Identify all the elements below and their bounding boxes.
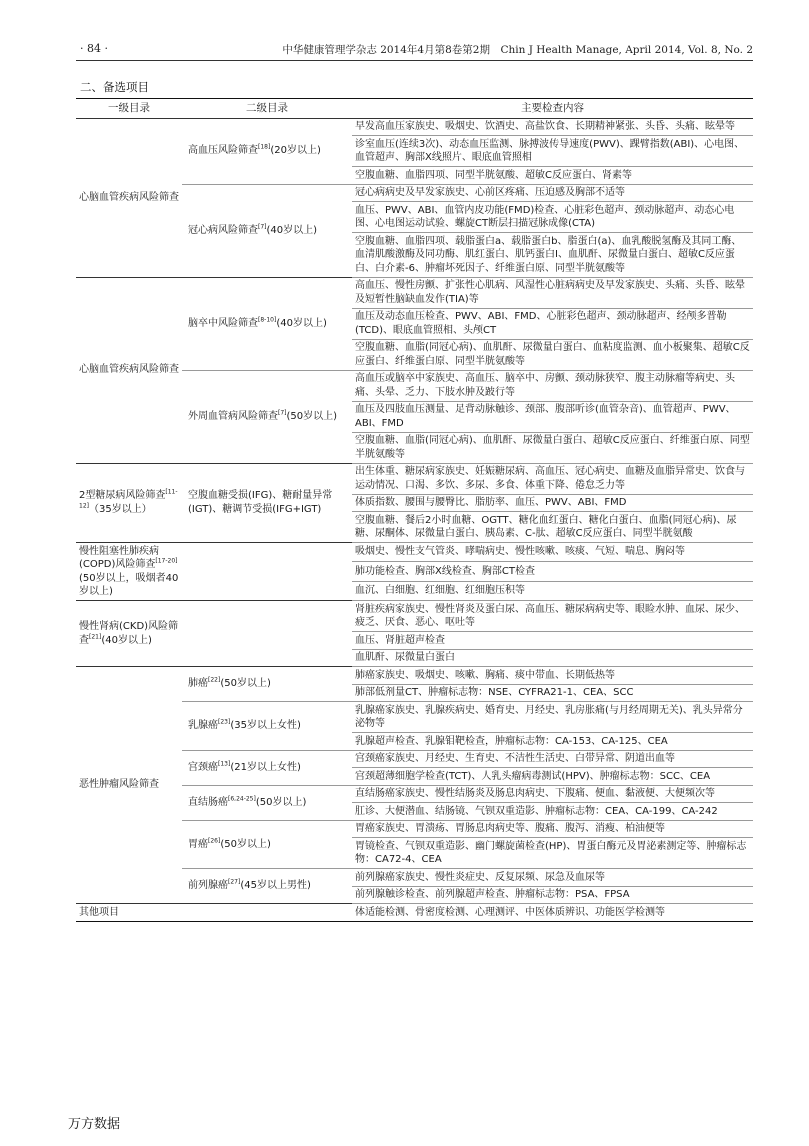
secondary-age-range: (50岁以上) bbox=[220, 678, 271, 690]
column-header-content: 主要检查内容 bbox=[521, 102, 584, 114]
secondary-age-range: (50岁以上) bbox=[255, 796, 307, 808]
secondary-age-range: (40岁以上) bbox=[276, 317, 327, 329]
secondary-category-label: 胃癌 bbox=[188, 838, 208, 850]
table-row bbox=[76, 118, 753, 136]
secondary-reference: [26] bbox=[208, 837, 221, 845]
table-header-row bbox=[76, 99, 753, 119]
primary-category-cell bbox=[76, 667, 182, 904]
secondary-category-cell bbox=[182, 820, 352, 869]
secondary-age-range: (50岁以上) bbox=[286, 410, 338, 422]
exam-content-cell: 空腹血糖、血脂(同冠心病)、血肌酐、尿微量白蛋白、血粘度监测、血小板聚集、超敏C反应蛋白、纤维蛋白原、同型半胱氨酸等 bbox=[352, 339, 753, 370]
primary-category-cell bbox=[76, 904, 182, 922]
secondary-category-cell bbox=[182, 543, 352, 601]
exam-content-cell: 体质指数、腰围与腰臀比、脂肪率、血压、PWV、ABI、FMD bbox=[352, 494, 753, 512]
primary-category-label: 2型糖尿病风险筛查 bbox=[79, 490, 166, 502]
exam-content-cell: 胃镜检查、气钡双重造影、幽门螺旋菌检查(HP)、胃蛋白酶元及胃泌素测定等、肿瘤标志物：CA72-4、CEA bbox=[352, 838, 753, 869]
exam-content-cell: 肺癌家族史、吸烟史、咳嗽、胸痛、痰中带血、长期低热等 bbox=[352, 667, 753, 685]
secondary-category-cell bbox=[182, 184, 352, 277]
primary-category-label: 慢性阻塞性肺疾病(COPD)风险筛查 bbox=[79, 545, 159, 570]
exam-content-cell: 乳腺癌家族史、乳腺疾病史、婚育史、月经史、乳房胀痛(与月经周期无关)、乳头异常分泌物等 bbox=[352, 702, 753, 733]
exam-content-cell: 冠心病病史及早发家族史、心前区疼痛、压迫感及胸部不适等 bbox=[352, 184, 753, 202]
exam-content-cell: 血压、肾脏超声检查 bbox=[352, 632, 753, 650]
secondary-age-range: (45岁以上男性) bbox=[240, 880, 311, 892]
secondary-reference: [27] bbox=[228, 878, 241, 886]
exam-content-cell: 肺部低剂量CT、肿瘤标志物：NSE、CYFRA21-1、CEA、SCC bbox=[352, 684, 753, 702]
secondary-category-cell bbox=[182, 370, 352, 463]
screening-table-container bbox=[76, 98, 753, 922]
category-age-range: (40岁以上) bbox=[101, 634, 152, 646]
column-header-secondary: 二级目录 bbox=[246, 102, 288, 114]
secondary-category-cell bbox=[182, 601, 352, 667]
table-row bbox=[76, 543, 753, 562]
secondary-category-cell bbox=[182, 463, 352, 543]
category-reference: [21] bbox=[89, 633, 102, 641]
exam-content-cell: 血肌酐、尿微量白蛋白 bbox=[352, 649, 753, 667]
table-row bbox=[76, 667, 753, 685]
exam-content-cell: 早发高血压家族史、吸烟史、饮酒史、高盐饮食、长期精神紧张、头昏、头痛、眩晕等 bbox=[352, 118, 753, 136]
secondary-category-label: 前列腺癌 bbox=[188, 880, 228, 892]
exam-content-cell: 血压、PWV、ABI、血管内皮功能(FMD)检查、心脏彩色超声、颈动脉超声、动态心电图、心电图运动试验、螺旋CT断层扫描冠脉成像(CTA) bbox=[352, 202, 753, 233]
exam-content-cell: 血压及四肢血压测量、足背动脉触诊、颈部、腹部听诊(血管杂音)、血管超声、PWV、ABI、FMD bbox=[352, 401, 753, 432]
primary-category-label: 其他项目 bbox=[79, 906, 119, 918]
exam-content-cell: 肺功能检查、胸部X线检查、胸部CT检查 bbox=[352, 562, 753, 581]
exam-content-cell: 出生体重、糖尿病家族史、妊娠糖尿病、高血压、冠心病史、血糖及血脂异常史、饮食与运动情况、口渴、多饮、多尿、多食、体重下降、倦怠乏力等 bbox=[352, 463, 753, 494]
primary-category-label: 恶性肿瘤风险筛查 bbox=[79, 779, 159, 791]
secondary-reference: [18] bbox=[258, 143, 271, 151]
secondary-age-range: (35岁以上女性) bbox=[230, 720, 301, 731]
secondary-category-cell bbox=[182, 869, 352, 904]
table-row bbox=[76, 277, 753, 308]
exam-content-cell: 空腹血糖、血脂(同冠心病)、血肌酐、尿微量白蛋白、超敏C反应蛋白、纤维蛋白原、同型半胱氨酸等 bbox=[352, 432, 753, 463]
exam-content-cell: 宫颈超薄细胞学检查(TCT)、人乳头瘤病毒测试(HPV)、肿瘤标志物：SCC、CEA bbox=[352, 768, 753, 786]
exam-content-cell: 肛诊、大便潜血、结肠镜、气钡双重造影、肿瘤标志物：CEA、CA-199、CA-242 bbox=[352, 803, 753, 821]
secondary-age-range: (40岁以上) bbox=[266, 224, 318, 236]
primary-category-cell bbox=[76, 543, 182, 601]
secondary-category-label: 肺癌 bbox=[188, 678, 208, 690]
category-reference: [11-12] bbox=[79, 488, 178, 510]
secondary-category-label: 乳腺癌 bbox=[188, 720, 218, 731]
secondary-reference: [7] bbox=[258, 223, 267, 231]
category-age-range: （35岁以上） bbox=[88, 503, 152, 515]
column-header-primary: 一级目录 bbox=[108, 102, 150, 114]
secondary-age-range: (50岁以上) bbox=[220, 838, 271, 850]
secondary-category-label: 直结肠癌 bbox=[188, 796, 228, 808]
table-row bbox=[76, 904, 753, 922]
secondary-age-range: (20岁以上) bbox=[270, 145, 321, 157]
page-number: · 84 · bbox=[80, 42, 108, 55]
exam-content-cell: 体适能检测、骨密度检测、心理测评、中医体质辨识、功能医学检测等 bbox=[352, 904, 753, 922]
exam-content-cell: 肾脏疾病家族史、慢性肾炎及蛋白尿、高血压、糖尿病病史等、眼睑水肿、血尿、尿少、疲乏、厌食、恶心、呕吐等 bbox=[352, 601, 753, 632]
secondary-category-cell bbox=[182, 750, 352, 785]
exam-content-cell: 空腹血糖、血脂四项、同型半胱氨酸、超敏C反应蛋白、肾素等 bbox=[352, 167, 753, 185]
screening-items-table bbox=[76, 98, 753, 922]
exam-content-cell: 血沉、白细胞、红细胞、红细胞压积等 bbox=[352, 581, 753, 600]
category-reference: [17-20] bbox=[155, 557, 178, 565]
secondary-category-cell bbox=[182, 702, 352, 751]
primary-category-cell bbox=[76, 118, 182, 277]
exam-content-cell: 血压及动态血压检查、PWV、ABI、FMD、心脏彩色超声、颈动脉超声、经颅多普勒(TCD)、眼底血管照相、头颅CT bbox=[352, 308, 753, 339]
secondary-category-cell bbox=[182, 904, 352, 922]
secondary-category-cell bbox=[182, 277, 352, 370]
section-heading: 二、备选项目 bbox=[80, 80, 149, 94]
secondary-category-label: 高血压风险筛查 bbox=[188, 145, 258, 157]
secondary-reference: [8-10] bbox=[258, 316, 277, 324]
primary-category-label: 心脑血管疾病风险筛查 bbox=[79, 364, 179, 376]
exam-content-cell: 诊室血压(连续3次)、动态血压监测、脉搏波传导速度(PWV)、踝臂指数(ABI)、心电图、血管超声、胸部X线照片、眼底血管照相 bbox=[352, 136, 753, 167]
secondary-reference: [6,24-25] bbox=[228, 795, 256, 803]
exam-content-cell: 前列腺触诊检查、前列腺超声检查、肿瘤标志物：PSA、FPSA bbox=[352, 886, 753, 904]
secondary-category-cell bbox=[182, 667, 352, 702]
secondary-category-label: 外周血管病风险筛查 bbox=[188, 410, 278, 422]
secondary-category-cell bbox=[182, 785, 352, 820]
secondary-category-label: 空腹血糖受损(IFG)、糖耐量异常(IGT)、糖调节受损(IFG+IGT) bbox=[188, 490, 333, 515]
secondary-reference: [7] bbox=[278, 409, 287, 417]
primary-category-cell bbox=[76, 277, 182, 463]
exam-content-cell: 空腹血糖、血脂四项、载脂蛋白a、载脂蛋白b、脂蛋白(a)、血乳酸脱氢酶及其同工酶、血清肌酸激酶及同功酶、肌红蛋白、肌钙蛋白I、血肌酐、尿微量白蛋白、超敏C反应蛋白、白介素-6、肿瘤坏死因子、纤维蛋白原、同型半胱氨酸等 bbox=[352, 233, 753, 278]
exam-content-cell: 前列腺癌家族史、慢性炎症史、反复尿频、尿急及血尿等 bbox=[352, 869, 753, 887]
secondary-reference: [22] bbox=[208, 676, 221, 684]
primary-category-cell bbox=[76, 463, 182, 543]
table-row bbox=[76, 601, 753, 632]
secondary-category-label: 脑卒中风险筛查 bbox=[188, 317, 258, 329]
exam-content-cell: 吸烟史、慢性支气管炎、哮喘病史、慢性咳嗽、咳痰、气短、喘息、胸闷等 bbox=[352, 543, 753, 562]
primary-category-label: 心脑血管疾病风险筛查 bbox=[79, 191, 179, 203]
exam-content-cell: 乳腺超声检查、乳腺钼靶检查，肿瘤标志物：CA-153、CA-125、CEA bbox=[352, 733, 753, 751]
secondary-age-range: (21岁以上女性) bbox=[230, 761, 301, 773]
exam-content-cell: 胃癌家族史、胃溃疡、胃肠息肉病史等、腹痛、腹泻、消瘦、柏油便等 bbox=[352, 820, 753, 838]
primary-category-cell bbox=[76, 601, 182, 667]
secondary-category-cell bbox=[182, 118, 352, 184]
secondary-reference: [13] bbox=[218, 760, 231, 768]
primary-category-label: 慢性肾病(CKD)风险筛查 bbox=[79, 621, 179, 646]
exam-content-cell: 直结肠癌家族史、慢性结肠炎及肠息肉病史、下腹痛、便血、黏液便、大便频次等 bbox=[352, 785, 753, 803]
exam-content-cell: 高血压或脑卒中家族史、高血压、脑卒中、房颤、颈动脉狭窄、腹主动脉瘤等病史、头痛、头晕、乏力、下肢水肿及跛行等 bbox=[352, 370, 753, 401]
category-age-range: (50岁以上，吸烟者40岁以上) bbox=[79, 572, 179, 597]
running-header: 中华健康管理学杂志 2014年4月第8卷第2期 Chin J Health Manage, April 2014, Vol. 8, No. 2 bbox=[282, 44, 753, 56]
secondary-reference: [23] bbox=[218, 718, 231, 726]
header-rule bbox=[76, 60, 753, 61]
secondary-category-label: 宫颈癌 bbox=[188, 761, 218, 773]
exam-content-cell: 空腹血糖、餐后2小时血糖、OGTT、糖化血红蛋白、糖化白蛋白、血脂(同冠心病)、尿糖、尿酮体、尿微量白蛋白、胰岛素、C-肽、超敏C反应蛋白、同型半胱氨酸 bbox=[352, 512, 753, 543]
table-body bbox=[76, 118, 753, 921]
exam-content-cell: 高血压、慢性房颤、扩张性心肌病、风湿性心脏病病史及早发家族史、头痛、头昏、眩晕及短暂性脑缺血发作(TIA)等 bbox=[352, 277, 753, 308]
footer-watermark: 万方数据 bbox=[68, 1117, 121, 1132]
secondary-category-label: 冠心病风险筛查 bbox=[188, 224, 258, 236]
exam-content-cell: 宫颈癌家族史、月经史、生育史、不洁性生活史、白带异常、阴道出血等 bbox=[352, 750, 753, 768]
table-row bbox=[76, 463, 753, 494]
